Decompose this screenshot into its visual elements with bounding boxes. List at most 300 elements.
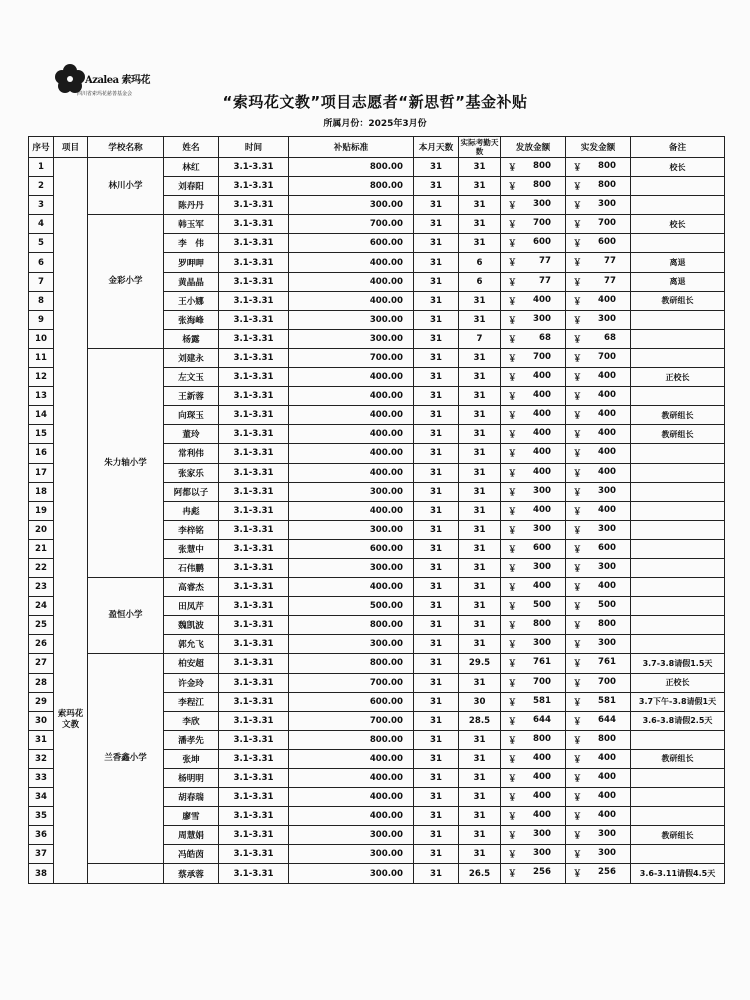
row-number: 3 [29, 196, 54, 215]
remark: 教研组长 [631, 406, 725, 425]
time-range: 3.1-3.31 [219, 692, 289, 711]
paid-amount [566, 501, 631, 520]
amount-value: 800 [533, 733, 551, 744]
amount-value: 300 [533, 848, 551, 859]
currency-symbol: ￥ [573, 659, 582, 670]
document-title: “索玛花文教”项目志愿者“新思哲”基金补贴 [222, 93, 528, 111]
header-school: 学校名称 [88, 137, 164, 158]
amount-value: 400 [598, 466, 616, 477]
remark [631, 578, 725, 597]
currency-symbol: ￥ [573, 735, 582, 746]
currency-symbol: ￥ [508, 392, 517, 403]
amount-value: 400 [533, 428, 551, 439]
actual-days: 31 [459, 291, 501, 310]
amount-value: 300 [533, 313, 551, 324]
row-number: 36 [29, 826, 54, 845]
paid-amount [566, 558, 631, 577]
table-row [29, 654, 725, 673]
amount-value: 761 [533, 657, 551, 668]
amount-value: 300 [533, 638, 551, 649]
remark [631, 616, 725, 635]
amount-value: 581 [598, 695, 616, 706]
table-row [29, 864, 725, 883]
volunteer-name: 潘孝先 [164, 730, 219, 749]
remark: 校长 [631, 215, 725, 234]
subsidy-standard: 700.00 [289, 711, 414, 730]
amount-value: 700 [598, 676, 616, 687]
volunteer-name: 冯皓茵 [164, 845, 219, 864]
paid-amount [566, 329, 631, 348]
time-range: 3.1-3.31 [219, 826, 289, 845]
remark: 正校长 [631, 673, 725, 692]
header-no: 序号 [29, 137, 54, 158]
row-number: 21 [29, 539, 54, 558]
currency-symbol: ￥ [508, 334, 517, 345]
amount-value: 68 [604, 332, 616, 343]
volunteer-name: 石伟鹏 [164, 558, 219, 577]
row-number: 13 [29, 387, 54, 406]
paid-amount [566, 864, 631, 883]
header-note: 备注 [631, 137, 725, 158]
month-days: 31 [414, 597, 459, 616]
currency-symbol: ￥ [508, 793, 517, 804]
currency-symbol: ￥ [508, 468, 517, 479]
subsidy-table [28, 136, 725, 884]
subsidy-standard: 400.00 [289, 272, 414, 291]
currency-symbol: ￥ [573, 563, 582, 574]
currency-symbol: ￥ [573, 315, 582, 326]
issue-amount [501, 348, 566, 367]
paid-amount [566, 730, 631, 749]
subsidy-standard: 400.00 [289, 501, 414, 520]
currency-symbol: ￥ [508, 201, 517, 212]
amount-value: 300 [533, 485, 551, 496]
row-number: 19 [29, 501, 54, 520]
currency-symbol: ￥ [508, 277, 517, 288]
issue-amount [501, 730, 566, 749]
time-range: 3.1-3.31 [219, 463, 289, 482]
actual-days: 7 [459, 329, 501, 348]
remark [631, 348, 725, 367]
issue-amount [501, 501, 566, 520]
amount-value: 300 [598, 829, 616, 840]
issue-amount [501, 711, 566, 730]
time-range: 3.1-3.31 [219, 310, 289, 329]
amount-value: 700 [533, 676, 551, 687]
amount-value: 700 [598, 218, 616, 229]
volunteer-name: 张慧中 [164, 539, 219, 558]
subsidy-standard: 400.00 [289, 291, 414, 310]
row-number: 28 [29, 673, 54, 692]
currency-symbol: ￥ [573, 258, 582, 269]
school-name: 兰香鑫小学 [88, 654, 164, 864]
issue-amount [501, 310, 566, 329]
row-number: 15 [29, 425, 54, 444]
currency-symbol: ￥ [573, 449, 582, 460]
actual-days: 31 [459, 196, 501, 215]
actual-days: 31 [459, 444, 501, 463]
issue-amount [501, 272, 566, 291]
issue-amount [501, 291, 566, 310]
subsidy-standard: 400.00 [289, 368, 414, 387]
currency-symbol: ￥ [508, 449, 517, 460]
month-days: 31 [414, 539, 459, 558]
issue-amount [501, 788, 566, 807]
currency-symbol: ￥ [573, 353, 582, 364]
remark: 离退 [631, 253, 725, 272]
month-days: 31 [414, 578, 459, 597]
header-project: 项目 [54, 137, 88, 158]
header-actual-days: 实际考勤天数 [459, 137, 501, 158]
currency-symbol: ￥ [573, 850, 582, 861]
amount-value: 77 [604, 256, 616, 267]
table-row [29, 348, 725, 367]
currency-symbol: ￥ [508, 831, 517, 842]
amount-value: 800 [533, 161, 551, 171]
time-range: 3.1-3.31 [219, 291, 289, 310]
subsidy-standard: 400.00 [289, 425, 414, 444]
time-range: 3.1-3.31 [219, 807, 289, 826]
logo-subtext: 四川省索玛花慈善基金会 [77, 91, 133, 97]
amount-value: 400 [598, 810, 616, 821]
month-days: 31 [414, 425, 459, 444]
remark: 离退 [631, 272, 725, 291]
paid-amount [566, 769, 631, 788]
row-number: 7 [29, 272, 54, 291]
actual-days: 31 [459, 425, 501, 444]
subsidy-standard: 300.00 [289, 520, 414, 539]
header-time: 时间 [219, 137, 289, 158]
subsidy-standard: 700.00 [289, 673, 414, 692]
remark: 教研组长 [631, 826, 725, 845]
paid-amount [566, 406, 631, 425]
row-number: 31 [29, 730, 54, 749]
remark [631, 558, 725, 577]
amount-value: 800 [533, 180, 551, 191]
volunteer-name: 张海峰 [164, 310, 219, 329]
time-range: 3.1-3.31 [219, 673, 289, 692]
amount-value: 400 [598, 428, 616, 439]
amount-value: 300 [598, 848, 616, 859]
subsidy-standard: 300.00 [289, 310, 414, 329]
school-name: 盈恒小学 [88, 578, 164, 654]
subsidy-standard: 400.00 [289, 253, 414, 272]
subsidy-standard: 300.00 [289, 329, 414, 348]
month-days: 31 [414, 310, 459, 329]
time-range: 3.1-3.31 [219, 845, 289, 864]
amount-value: 300 [533, 523, 551, 534]
issue-amount [501, 482, 566, 501]
month-days: 31 [414, 520, 459, 539]
issue-amount [501, 196, 566, 215]
actual-days: 6 [459, 272, 501, 291]
row-number: 30 [29, 711, 54, 730]
currency-symbol: ￥ [573, 182, 582, 193]
currency-symbol: ￥ [573, 220, 582, 231]
subsidy-standard: 400.00 [289, 387, 414, 406]
currency-symbol: ￥ [573, 430, 582, 441]
currency-symbol: ￥ [573, 277, 582, 288]
currency-symbol: ￥ [508, 258, 517, 269]
paid-amount [566, 196, 631, 215]
currency-symbol: ￥ [573, 640, 582, 651]
paid-amount [566, 425, 631, 444]
table-header-row [29, 137, 725, 158]
currency-symbol: ￥ [508, 583, 517, 594]
subsidy-standard: 600.00 [289, 692, 414, 711]
currency-symbol: ￥ [508, 373, 517, 384]
time-range: 3.1-3.31 [219, 348, 289, 367]
subsidy-standard: 800.00 [289, 654, 414, 673]
actual-days: 31 [459, 215, 501, 234]
volunteer-name: 廖雪 [164, 807, 219, 826]
month-days: 31 [414, 368, 459, 387]
actual-days: 31 [459, 177, 501, 196]
school-name: 林川小学 [88, 158, 164, 215]
subsidy-standard: 300.00 [289, 482, 414, 501]
row-number: 16 [29, 444, 54, 463]
row-number: 1 [29, 158, 54, 177]
remark [631, 482, 725, 501]
remark: 教研组长 [631, 749, 725, 768]
volunteer-name: 黄晶晶 [164, 272, 219, 291]
subsidy-standard: 300.00 [289, 845, 414, 864]
amount-value: 300 [598, 638, 616, 649]
issue-amount [501, 444, 566, 463]
time-range: 3.1-3.31 [219, 215, 289, 234]
remark [631, 387, 725, 406]
volunteer-name: 李 伟 [164, 234, 219, 253]
time-range: 3.1-3.31 [219, 749, 289, 768]
month-days: 31 [414, 711, 459, 730]
subsidy-standard: 400.00 [289, 807, 414, 826]
currency-symbol: ￥ [508, 315, 517, 326]
currency-symbol: ￥ [573, 296, 582, 307]
volunteer-name: 许金玲 [164, 673, 219, 692]
paid-amount [566, 253, 631, 272]
remark [631, 520, 725, 539]
paid-amount [566, 291, 631, 310]
month-days: 31 [414, 616, 459, 635]
currency-symbol: ￥ [573, 697, 582, 708]
amount-value: 300 [598, 313, 616, 324]
currency-symbol: ￥ [573, 678, 582, 689]
month-days: 31 [414, 826, 459, 845]
month-days: 31 [414, 272, 459, 291]
remark: 3.6-3.8请假2.5天 [631, 711, 725, 730]
subsidy-standard: 300.00 [289, 826, 414, 845]
volunteer-name: 王新蓉 [164, 387, 219, 406]
amount-value: 400 [533, 581, 551, 592]
month-days: 31 [414, 177, 459, 196]
issue-amount [501, 234, 566, 253]
amount-value: 300 [598, 485, 616, 496]
volunteer-name: 郭允飞 [164, 635, 219, 654]
amount-value: 400 [598, 791, 616, 802]
row-number: 11 [29, 348, 54, 367]
paid-amount [566, 845, 631, 864]
actual-days: 31 [459, 482, 501, 501]
issue-amount [501, 368, 566, 387]
currency-symbol: ￥ [508, 774, 517, 784]
month-days: 31 [414, 635, 459, 654]
actual-days: 31 [459, 520, 501, 539]
row-number: 2 [29, 177, 54, 196]
amount-value: 800 [598, 619, 616, 630]
table-row [29, 578, 725, 597]
month-days: 31 [414, 501, 459, 520]
volunteer-name: 蔡承蓉 [164, 864, 219, 883]
time-range: 3.1-3.31 [219, 368, 289, 387]
issue-amount [501, 539, 566, 558]
remark [631, 501, 725, 520]
row-number: 33 [29, 769, 54, 788]
currency-symbol: ￥ [508, 239, 517, 250]
paid-amount [566, 539, 631, 558]
time-range: 3.1-3.31 [219, 253, 289, 272]
month-days: 31 [414, 158, 459, 177]
month-days: 31 [414, 749, 459, 768]
volunteer-name: 田凤芹 [164, 597, 219, 616]
amount-value: 400 [533, 752, 551, 763]
amount-value: 400 [598, 409, 616, 420]
issue-amount [501, 215, 566, 234]
volunteer-name: 董玲 [164, 425, 219, 444]
row-number: 8 [29, 291, 54, 310]
row-number: 35 [29, 807, 54, 826]
currency-symbol: ￥ [508, 411, 517, 422]
month-days: 31 [414, 692, 459, 711]
month-days: 31 [414, 196, 459, 215]
amount-value: 400 [533, 466, 551, 477]
time-range: 3.1-3.31 [219, 158, 289, 177]
currency-symbol: ￥ [508, 563, 517, 574]
amount-value: 400 [533, 371, 551, 382]
month-days: 31 [414, 769, 459, 788]
volunteer-name: 柏安超 [164, 654, 219, 673]
paid-amount [566, 807, 631, 826]
actual-days: 31 [459, 501, 501, 520]
amount-value: 400 [533, 810, 551, 821]
volunteer-name: 李梓铭 [164, 520, 219, 539]
volunteer-name: 阿都以子 [164, 482, 219, 501]
amount-value: 400 [533, 390, 551, 401]
amount-value: 600 [533, 237, 551, 248]
remark [631, 769, 725, 788]
paid-amount [566, 597, 631, 616]
month-days: 31 [414, 406, 459, 425]
currency-symbol: ￥ [508, 525, 517, 536]
subsidy-standard: 300.00 [289, 196, 414, 215]
currency-symbol: ￥ [573, 583, 582, 594]
paid-amount [566, 692, 631, 711]
issue-amount [501, 406, 566, 425]
row-number: 5 [29, 234, 54, 253]
actual-days: 31 [459, 539, 501, 558]
amount-value: 77 [539, 275, 551, 286]
volunteer-name: 杨露 [164, 329, 219, 348]
actual-days: 31 [459, 788, 501, 807]
paid-amount [566, 177, 631, 196]
actual-days: 6 [459, 253, 501, 272]
issue-amount [501, 616, 566, 635]
time-range: 3.1-3.31 [219, 196, 289, 215]
school-name [88, 864, 164, 883]
paid-amount [566, 520, 631, 539]
actual-days: 31 [459, 635, 501, 654]
paid-amount [566, 387, 631, 406]
remark [631, 444, 725, 463]
currency-symbol: ￥ [508, 659, 517, 670]
amount-value: 400 [598, 772, 616, 782]
amount-value: 256 [533, 867, 551, 878]
currency-symbol: ￥ [573, 201, 582, 212]
month-days: 31 [414, 558, 459, 577]
issue-amount [501, 654, 566, 673]
actual-days: 31 [459, 769, 501, 788]
currency-symbol: ￥ [573, 793, 582, 804]
amount-value: 400 [598, 752, 616, 763]
month-days: 31 [414, 291, 459, 310]
currency-symbol: ￥ [508, 430, 517, 441]
time-range: 3.1-3.31 [219, 425, 289, 444]
amount-value: 77 [539, 256, 551, 267]
paid-amount [566, 616, 631, 635]
actual-days: 31 [459, 310, 501, 329]
month-days: 31 [414, 730, 459, 749]
issue-amount [501, 558, 566, 577]
row-number: 37 [29, 845, 54, 864]
actual-days: 31 [459, 368, 501, 387]
currency-symbol: ￥ [508, 487, 517, 498]
row-number: 29 [29, 692, 54, 711]
actual-days: 31 [459, 158, 501, 177]
volunteer-name: 张坤 [164, 749, 219, 768]
actual-days: 31 [459, 234, 501, 253]
actual-days: 28.5 [459, 711, 501, 730]
header-name: 姓名 [164, 137, 219, 158]
volunteer-name: 王小娜 [164, 291, 219, 310]
actual-days: 31 [459, 597, 501, 616]
paid-amount [566, 444, 631, 463]
currency-symbol: ￥ [508, 182, 517, 193]
currency-symbol: ￥ [508, 640, 517, 651]
actual-days: 31 [459, 578, 501, 597]
currency-symbol: ￥ [573, 163, 582, 173]
remark: 教研组长 [631, 291, 725, 310]
time-range: 3.1-3.31 [219, 539, 289, 558]
currency-symbol: ￥ [508, 812, 517, 823]
currency-symbol: ￥ [573, 373, 582, 384]
issue-amount [501, 253, 566, 272]
amount-value: 400 [533, 447, 551, 458]
subsidy-standard: 400.00 [289, 463, 414, 482]
actual-days: 31 [459, 730, 501, 749]
subsidy-standard: 700.00 [289, 348, 414, 367]
amount-value: 300 [598, 523, 616, 534]
amount-value: 400 [598, 504, 616, 515]
paid-amount [566, 826, 631, 845]
currency-symbol: ￥ [508, 602, 517, 613]
remark: 正校长 [631, 368, 725, 387]
remark [631, 730, 725, 749]
row-number: 27 [29, 654, 54, 673]
amount-value: 800 [598, 180, 616, 191]
time-range: 3.1-3.31 [219, 597, 289, 616]
remark [631, 329, 725, 348]
paid-amount [566, 234, 631, 253]
currency-symbol: ￥ [573, 716, 582, 727]
